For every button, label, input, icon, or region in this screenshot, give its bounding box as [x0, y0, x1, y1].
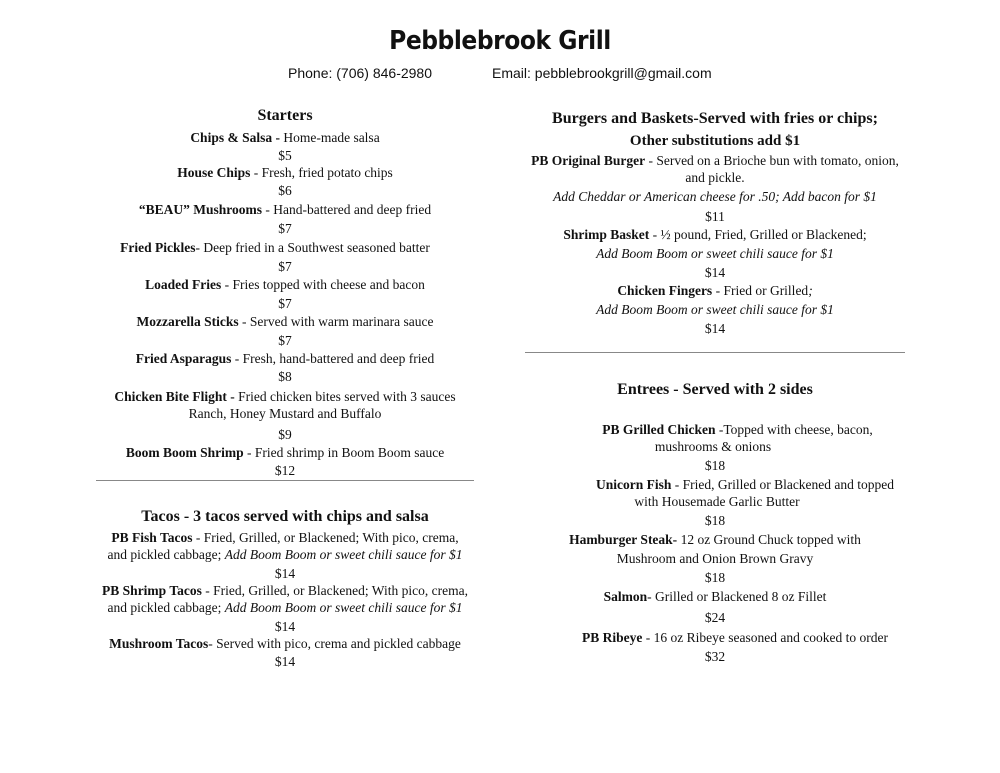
item-price: $18	[704, 570, 726, 585]
item-description: - ½ pound, Fried, Grilled or Blackened;	[649, 227, 867, 242]
item-price: $8	[278, 369, 292, 384]
section-divider	[525, 352, 905, 353]
item-description-tail: ;	[808, 283, 813, 298]
item-price: $7	[278, 333, 292, 348]
section-title: Entrees - Served with 2 sides	[617, 381, 813, 398]
menu-item-name-line	[80, 529, 490, 546]
item-price: $14	[274, 654, 296, 669]
item-description: 12 oz Ground Chuck topped with	[677, 532, 861, 547]
menu-item-name-line	[575, 476, 915, 493]
menu-item-name-line	[515, 226, 915, 243]
menu-item-name-line	[80, 635, 490, 652]
item-description: - Served on a Brioche bun with tomato, onion,	[645, 153, 899, 168]
menu-item-name-line	[90, 129, 480, 146]
menu-item-name-line	[90, 201, 480, 218]
menu-item-name-line	[560, 421, 915, 438]
item-name: Chicken Fingers	[617, 283, 713, 298]
item-description: - Hand-battered and deep fried	[262, 202, 432, 217]
item-name: PB Ribeye	[582, 630, 643, 645]
item-price: $14	[274, 566, 296, 581]
item-note: Add Boom Boom or sweet chili sauce for $1	[224, 600, 463, 615]
item-name: Fried Pickles	[120, 240, 196, 255]
item-description-cont	[80, 546, 490, 563]
item-price: $7	[278, 259, 292, 274]
item-description: - Fried, Grilled or Blackened and topped	[671, 477, 895, 492]
menu-item-name-line	[90, 276, 480, 293]
item-description: - Fried, Grilled, or Blackened; With pico, crema,	[192, 530, 459, 545]
starters-section	[90, 106, 480, 479]
email-address: Email: pebblebrookgrill@gmail.com	[492, 65, 712, 81]
item-description-cont: Ranch, Honey Mustard and Buffalo	[188, 406, 382, 421]
menu-item-name-line	[70, 239, 480, 256]
menu-item-name-line	[90, 164, 480, 181]
item-name: House Chips	[177, 165, 251, 180]
item-description: - Fried, Grilled, or Blackened; With pico, crema,	[201, 583, 468, 598]
item-description: - 16 oz Ribeye seasoned and cooked to order	[642, 630, 888, 645]
restaurant-name: Pebblebrook Grill	[389, 26, 611, 56]
menu-item-name-line	[90, 388, 480, 405]
section-divider	[96, 480, 474, 481]
item-description-cont: mushrooms & onions	[654, 439, 772, 454]
phone-number: Phone: (706) 846-2980	[288, 65, 432, 81]
item-description: - Fried or Grilled	[712, 283, 809, 298]
item-description: -Topped with cheese, bacon,	[715, 422, 873, 437]
section-title: Starters	[257, 107, 313, 124]
menu-item-name-line	[515, 152, 915, 169]
entrees-section	[515, 380, 915, 665]
item-name: PB Fish Tacos	[111, 530, 193, 545]
item-description-cont: and pickle.	[685, 170, 745, 185]
item-price: $18	[704, 458, 726, 473]
item-description: - Fried shrimp in Boom Boom sauce	[243, 445, 445, 460]
item-name: PB Original Burger	[531, 153, 646, 168]
menu-item-name-line	[515, 588, 915, 605]
section-title: Tacos - 3 tacos served with chips and salsa	[141, 508, 429, 525]
item-price: $9	[278, 427, 292, 442]
item-description: - Grilled or Blackened 8 oz Fillet	[647, 589, 827, 604]
item-name: Fried Asparagus	[135, 351, 232, 366]
section-subtitle: Other substitutions add $1	[629, 133, 801, 149]
item-price: $14	[274, 619, 296, 634]
item-price: $14	[704, 265, 726, 280]
item-note: Add Boom Boom or sweet chili sauce for $1	[224, 547, 463, 562]
item-price: $7	[278, 221, 292, 236]
menu-item-name-line	[90, 313, 480, 330]
item-name: Loaded Fries	[145, 277, 222, 292]
item-name: Salmon	[603, 589, 648, 604]
item-note: Add Boom Boom or sweet chili sauce for $1	[596, 302, 834, 317]
item-name: “BEAU” Mushrooms	[138, 202, 263, 217]
item-description: - Fries topped with cheese and bacon	[221, 277, 425, 292]
item-description: Fried chicken bites served with 3 sauces	[234, 389, 456, 404]
item-price: $12	[274, 463, 296, 478]
burgers-section	[515, 109, 915, 337]
item-name: Chips & Salsa -	[190, 130, 280, 145]
item-description-cont	[80, 599, 490, 616]
item-description: and pickled cabbage;	[107, 547, 225, 562]
item-name: PB Grilled Chicken	[602, 422, 716, 437]
item-description: - Served with warm marinara sauce	[238, 314, 434, 329]
item-name: Mozzarella Sticks	[136, 314, 239, 329]
item-description: Home-made salsa	[279, 130, 380, 145]
item-description-cont: Mushroom and Onion Brown Gravy	[616, 551, 814, 566]
menu-item-name-line	[80, 582, 490, 599]
menu-item-name-line	[515, 282, 915, 299]
item-note: Add Cheddar or American cheese for .50; Add bacon for $1	[553, 189, 877, 204]
item-price: $24	[704, 610, 726, 625]
tacos-section	[80, 507, 490, 670]
item-name: Unicorn Fish	[595, 477, 672, 492]
item-name: Hamburger Steak-	[569, 532, 678, 547]
menu-item-name-line	[90, 444, 480, 461]
menu-item-name-line	[515, 531, 915, 548]
item-name: Mushroom Tacos	[109, 636, 209, 651]
item-description: - Fresh, hand-battered and deep fried	[231, 351, 435, 366]
item-price: $6	[278, 183, 292, 198]
item-name: Boom Boom Shrimp	[125, 445, 244, 460]
item-description: - Deep fried in a Southwest seasoned batter	[195, 240, 430, 255]
menu-item-name-line	[555, 629, 915, 646]
item-description-cont: with Housemade Garlic Butter	[634, 494, 800, 509]
item-name: Shrimp Basket	[563, 227, 650, 242]
section-title: Burgers and Baskets-Served with fries or chips;	[552, 110, 878, 127]
item-price: $5	[278, 148, 292, 163]
menu-item-name-line	[90, 350, 480, 367]
item-name: Chicken Bite Flight -	[114, 389, 235, 404]
item-price: $14	[704, 321, 726, 336]
item-description: and pickled cabbage;	[107, 600, 225, 615]
item-name: PB Shrimp Tacos	[102, 583, 202, 598]
item-price: $32	[704, 649, 726, 664]
item-price: $18	[704, 513, 726, 528]
item-description: - Served with pico, crema and pickled cabbage	[208, 636, 461, 651]
item-note: Add Boom Boom or sweet chili sauce for $1	[596, 246, 834, 261]
item-description: - Fresh, fried potato chips	[250, 165, 393, 180]
item-price: $11	[705, 209, 725, 224]
item-price: $7	[278, 296, 292, 311]
